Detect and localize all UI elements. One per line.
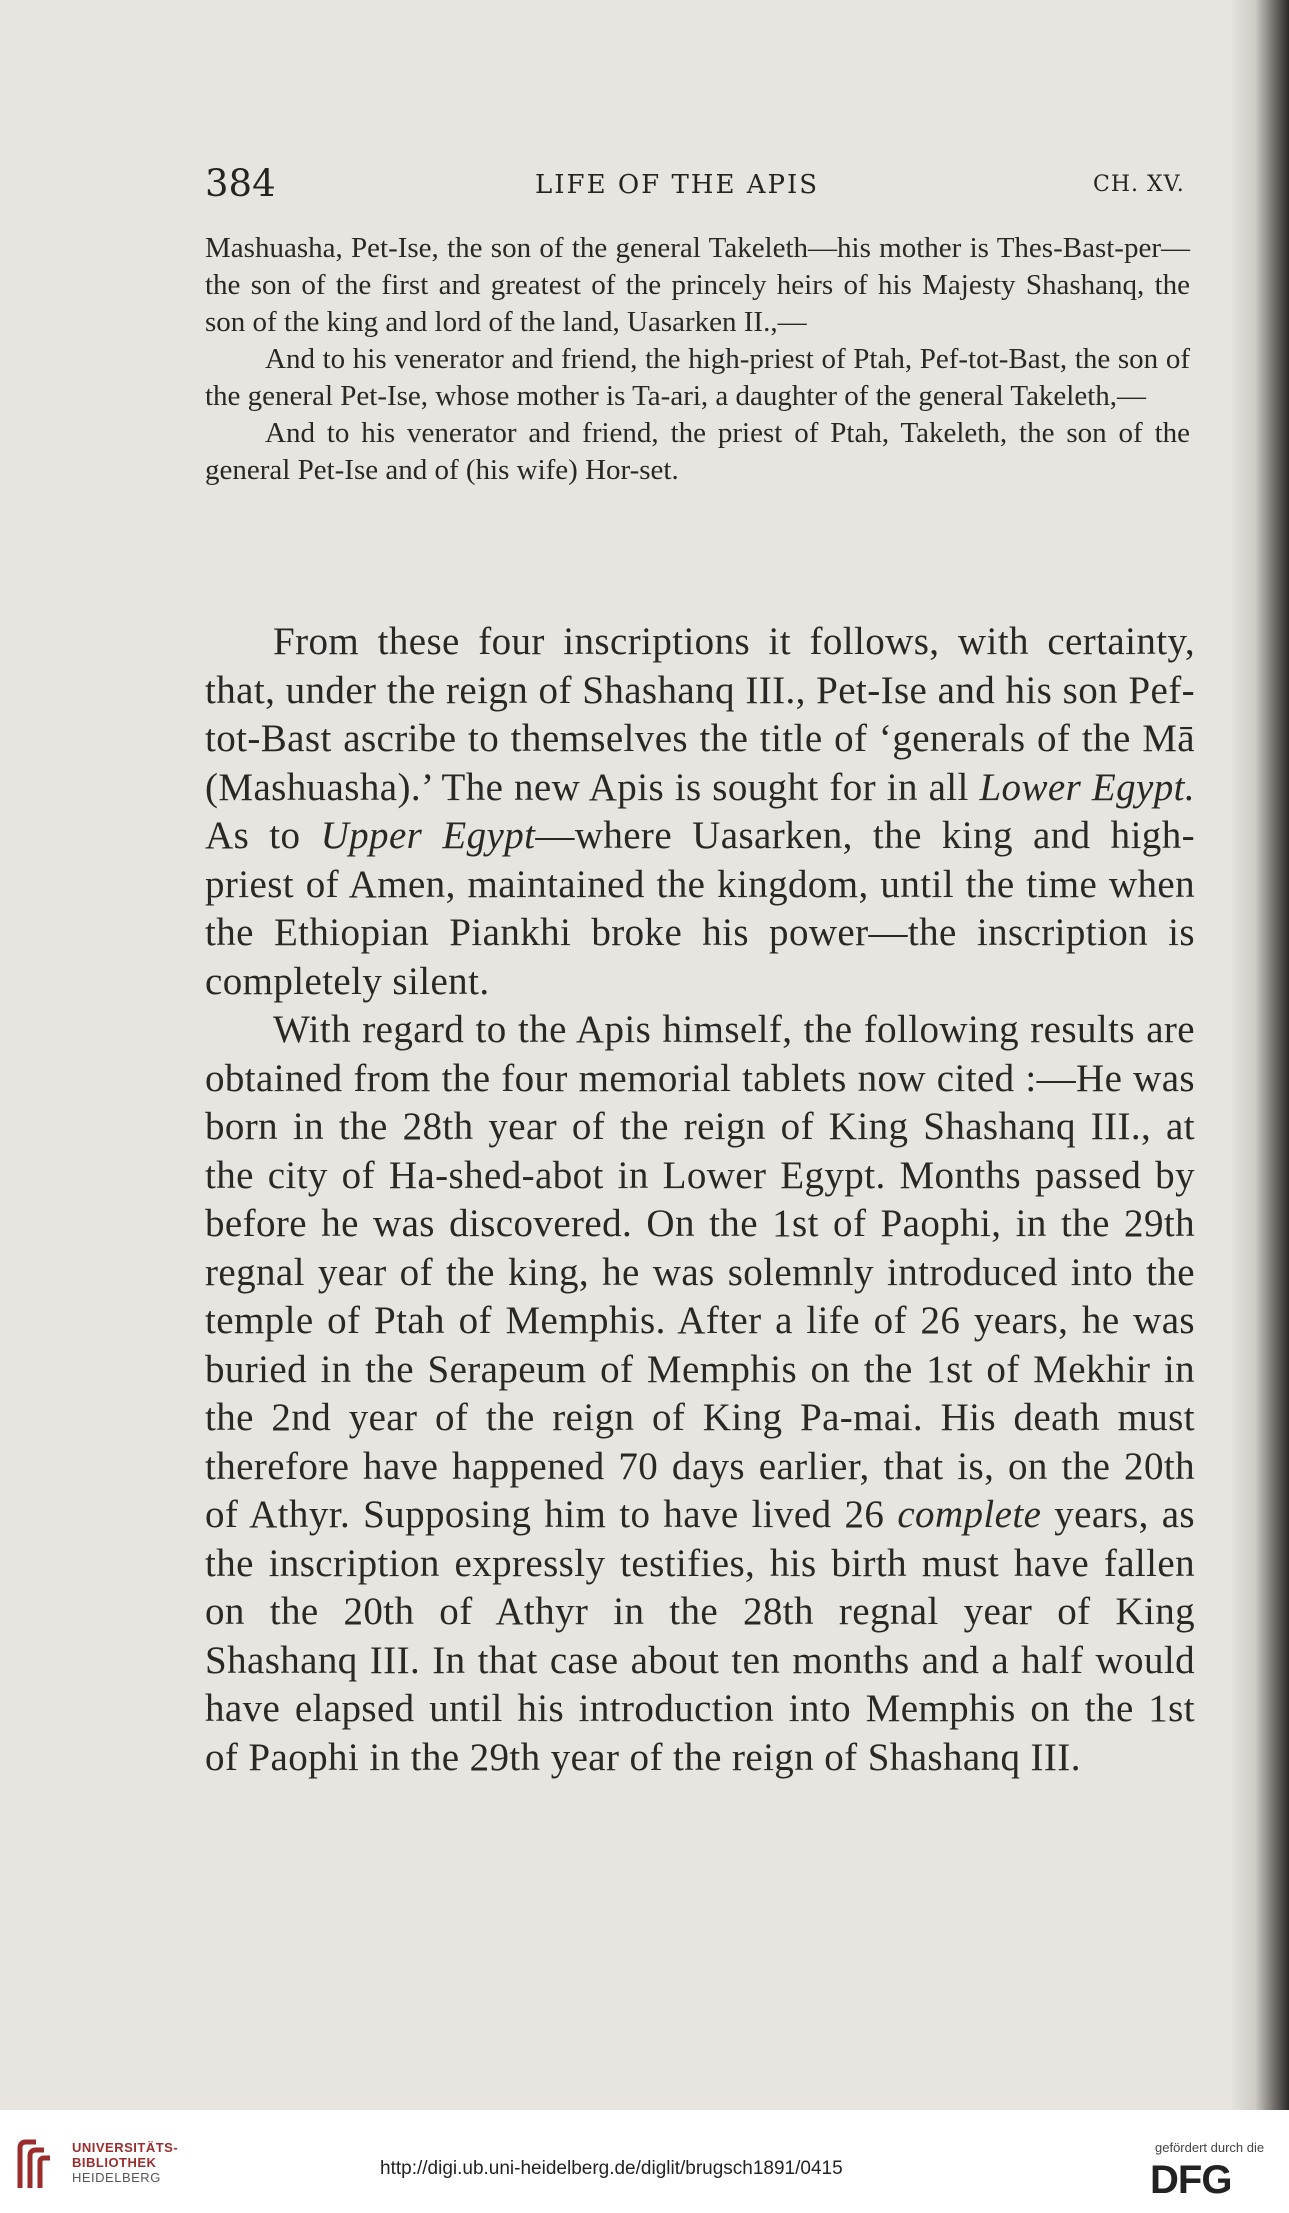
italic-text: complete (897, 1493, 1042, 1536)
inscription-paragraph: And to his venerator and friend, the priest of Ptah, Takeleth, the son of the general Pet-Ise and of (his wife) Hor-set. (205, 417, 1190, 486)
body-paragraph (205, 1006, 1195, 1782)
library-name (72, 2140, 178, 2185)
library-line: BIBLIOTHEK (72, 2155, 157, 2170)
inscription-paragraph: Mashuasha, Pet-Ise, the son of the general Takeleth—his mother is Thes-Bast-per—the son of the first and greatest of the princely heirs of his Majesty Shashanq, the son of the king and lord of the land, Uasarken II.,— (205, 232, 1190, 338)
text-run: As to (205, 814, 321, 857)
text-run: With regard to the Apis himself, the following results are obtained from the four memorial tablets now cited :—He was born in the 28th year of the reign of King Shashanq III., at the city of Ha-shed-abot in Lower Egypt. Months passed by before he was discovered. On the 1st of Paophi, in the 29th regnal year of the king, he was solemnly introduced into the temple of Ptah of Memphis. After a life of 26 years, he was buried in the Serapeum of Memphis on the 1st of Mekhir in the 2nd year of the reign of King Pa-mai. His death must therefore have happened 70 days earlier, that is, on the 20th of Athyr. Supposing him to have lived 26 (205, 1008, 1195, 1536)
inscription-paragraph: And to his venerator and friend, the high-priest of Ptah, Pef-tot-Bast, the son of the general Pet-Ise, whose mother is Ta-ari, a daughter of the general Takeleth,— (205, 343, 1190, 412)
digitization-footer (0, 2110, 1289, 2213)
funded-by-text: gefördert durch die (1155, 2140, 1265, 2155)
page-number: 384 (205, 162, 276, 205)
source-url-link[interactable]: http://digi.ub.uni-heidelberg.de/diglit/brugsch1891/0415 (380, 2158, 843, 2179)
inscription-block (205, 230, 1190, 489)
book-gutter-shadow (1232, 0, 1289, 2110)
university-logo-icon (14, 2138, 64, 2192)
chapter-label: CH. XV. (1093, 172, 1185, 197)
text-run: From these four inscriptions it follows, with certainty, that, under the reign of Shashanq III., Pet-Ise and his son Pef-tot-Bast ascribe to themselves the title of ‘generals of the Mā (Mashuasha).’ The new Apis is sought for in all (205, 620, 1195, 809)
text-run: years, as the inscription expressly testifies, his birth must have fallen on the 20th of Athyr in the 28th regnal year of King Shashanq III. In that case about ten months and a half would have elapsed until his introduction into Memphis on the 1st of Paophi in the 29th year of the reign of Shashanq III. (205, 1493, 1195, 1779)
running-title: LIFE OF THE APIS (535, 170, 820, 200)
page-header (205, 162, 1205, 206)
italic-text: Upper Egypt (320, 814, 536, 857)
main-text (205, 618, 1195, 1782)
text-run: —where Uasarken, the king and high-priest of Amen, maintained the kingdom, until the time when the Ethiopian Piankhi broke his power—the inscription is completely silent. (205, 814, 1195, 1003)
body-paragraph (205, 618, 1195, 1006)
library-line: HEIDELBERG (72, 2170, 161, 2185)
library-line: UNIVERSITÄTS- (72, 2140, 179, 2155)
italic-text: Lower Egypt. (979, 765, 1195, 809)
dfg-logo: DFG (1150, 2158, 1232, 2202)
